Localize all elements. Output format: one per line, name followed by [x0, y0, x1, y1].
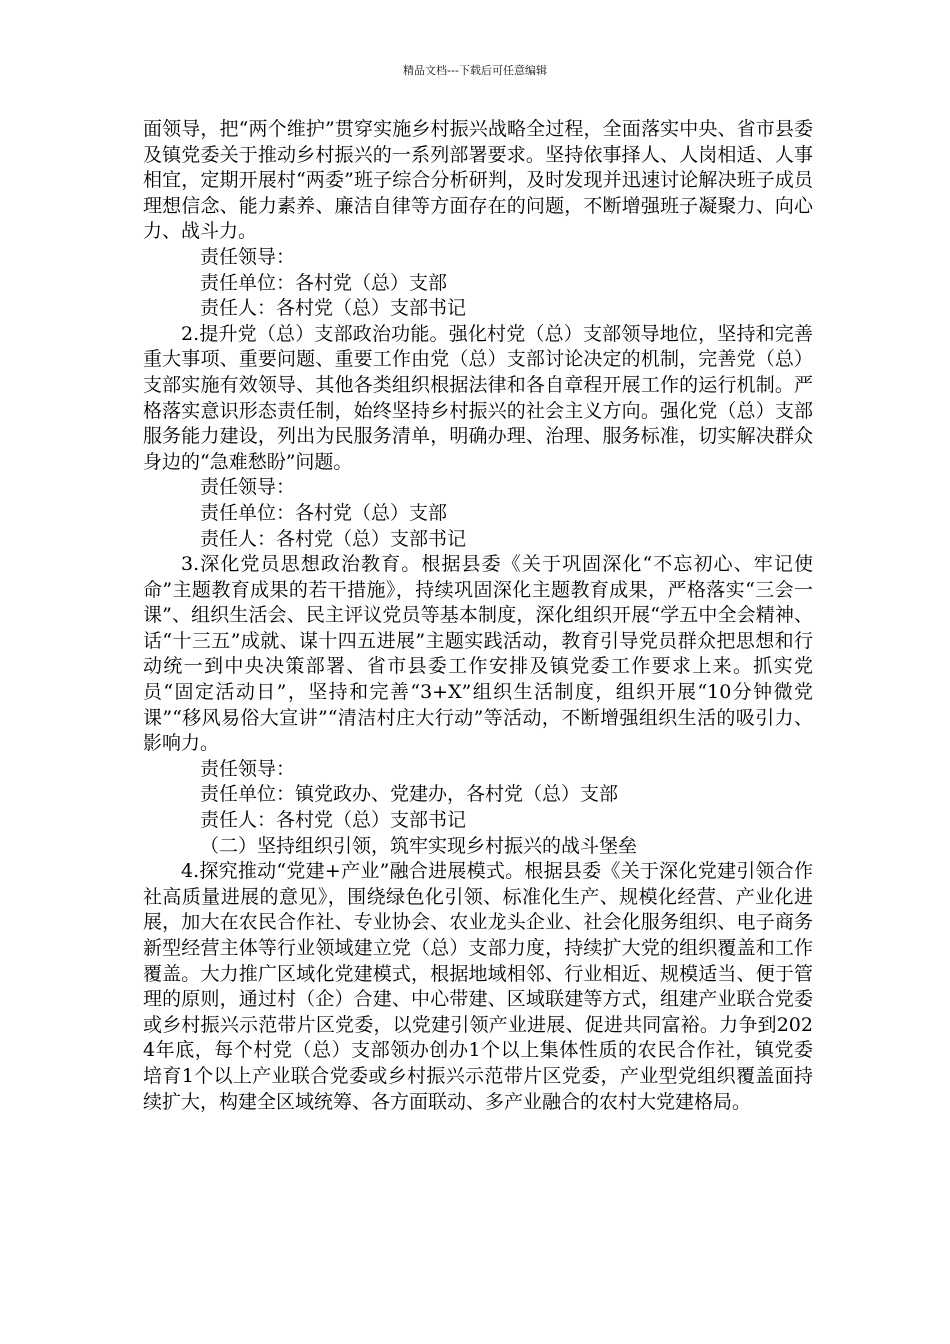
- paragraph: 面领导，把“两个维护”贯穿实施乡村振兴战略全过程，全面落实中央、省市县委及镇党委关于推动乡村振兴的一系列部署要求。坚持依事择人、人岗相适、人事相宜，定期开展村“两委”班子综合分析研判，及时发现并迅速讨论解决班子成员理想信念、能力素养、廉洁自律等方面存在的问题，不断增强班子凝聚力、向心力、战斗力。: [143, 118, 813, 243]
- responsible-person-line: 责任人：各村党（总）支部书记: [200, 809, 467, 832]
- responsible-unit-line: 责任单位：各村党（总）支部: [200, 501, 448, 524]
- responsible-leader-line: 责任领导：: [200, 757, 296, 780]
- paragraph-item-4: 4.探究推动“党建+产业”融合进展模式。根据县委《关于深化党建引领合作社高质量进展的意见》，围绕绿色化引领、标准化生产、规模化经营、产业化进展，加大在农民合作社、专业协会、农业龙头企业、社会化服务组织、电子商务新型经营主体等行业领域建立党（总）支部力度，持续扩大党的组织覆盖和工作覆盖。大力推广区域化党建模式，根据地域相邻、行业相近、规模适当、便于管理的原则，通过村（企）合建、中心带建、区域联建等方式，组建产业联合党委或乡村振兴示范带片区党委，以党建引领产业进展、促进共同富裕。力争到2024年底，每个村党（总）支部领办创办1个以上集体性质的农民合作社，镇党委培育1个以上产业联合党委或乡村振兴示范带片区党委，产业型党组织覆盖面持续扩大，构建全区域统筹、各方面联动、多产业融合的农村大党建格局。: [143, 860, 813, 1113]
- responsible-leader-line: 责任领导：: [200, 245, 296, 268]
- responsible-leader-line: 责任领导：: [200, 476, 296, 499]
- document-body: [143, 117, 813, 1115]
- responsible-person-line: 责任人：各村党（总）支部书记: [200, 297, 467, 320]
- responsible-unit-line: 责任单位：镇党政办、党建办，各村党（总）支部: [200, 783, 619, 806]
- responsible-unit-line: 责任单位：各村党（总）支部: [200, 271, 448, 294]
- paragraph-item-2: 2.提升党（总）支部政治功能。强化村党（总）支部领导地位，坚持和完善重大事项、重要问题、重要工作由党（总）支部讨论决定的机制，完善党（总）支部实施有效领导、其他各类组织根据法律和各自章程开展工作的运行机制。严格落实意识形态责任制，始终坚持乡村振兴的社会主义方向。强化党（总）支部服务能力建设，列出为民服务清单，明确办理、治理、服务标准，切实解决群众身边的“急难愁盼”问题。: [143, 322, 813, 473]
- section-heading: （二）坚持组织引领，筑牢实现乡村振兴的战斗堡垒: [200, 834, 638, 857]
- paragraph-item-3: 3.深化党员思想政治教育。根据县委《关于巩固深化“不忘初心、牢记使命”主题教育成果的若干措施》，持续巩固深化主题教育成果，严格落实“三会一课”、组织生活会、民主评议党员等基本制度，深化组织开展“学五中全会精神、话“十三五”成就、谋十四五进展”主题实践活动，教育引导党员群众把思想和行动统一到中央决策部署、省市县委工作安排及镇党委工作要求上来。抓实党员“固定活动日”，坚持和完善“3+X”组织生活制度，组织开展“10分钟微党课”“移风易俗大宣讲”“清洁村庄大行动”等活动，不断增强组织生活的吸引力、影响力。: [143, 553, 813, 755]
- responsible-person-line: 责任人：各村党（总）支部书记: [200, 527, 467, 550]
- page-header: 精品文档---下载后可任意编辑: [403, 64, 547, 77]
